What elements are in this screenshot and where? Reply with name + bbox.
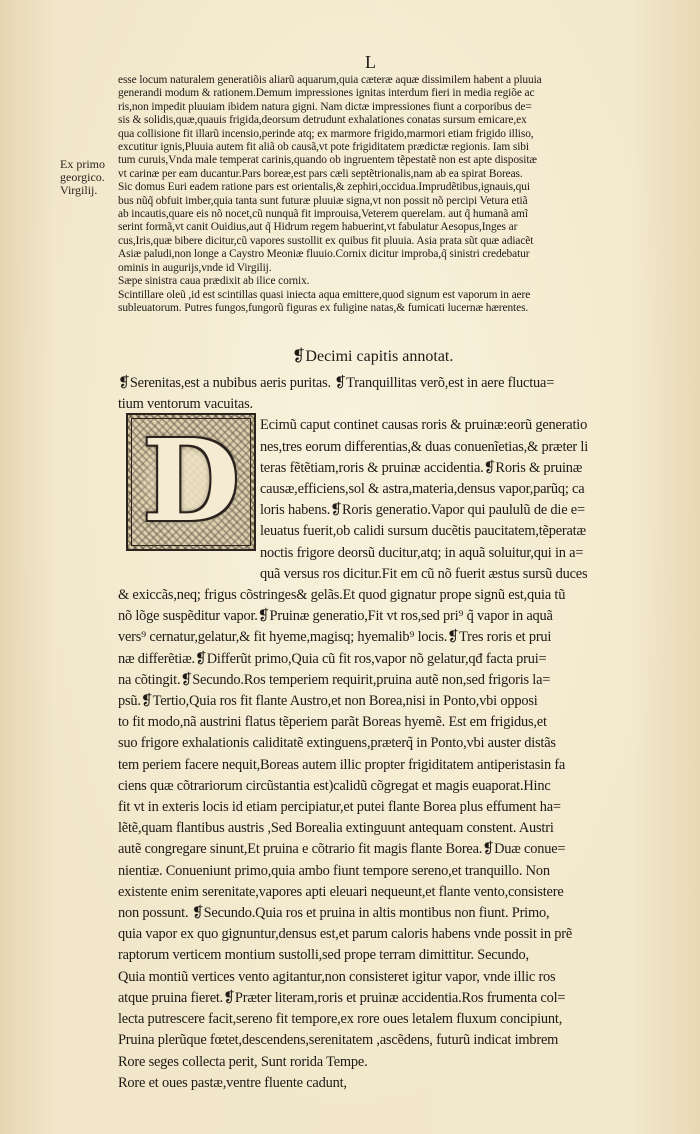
text-line: ciens quæ cõtrariorum circũstantia est)calidũ cõgregat et magis euaporat.Hinc (118, 777, 551, 794)
text-line: Pruina plerũque fœtet,descendens,serenitatem ,ascẽdens, futurũ indicat imbrem (118, 1032, 559, 1049)
text-line: Sic domus Euri eadem ratione pars est orientalis,& zephiri,occidua.Imprudẽtibus,ignauis,qui (118, 181, 530, 194)
text-line: Asiæ paludi,non longe a Caystro Meoniæ fluuio.Cornix dicitur improba,q̃ sinistri credebatur (118, 248, 530, 261)
text-line: Ecimũ caput continet causas roris & pruinæ:eorũ generatio (260, 417, 588, 434)
marginal-note-line: georgico. (60, 170, 105, 184)
text-line: existente enim serenitate,vapores apti eleuari nequeunt,et flante vento,consistere (118, 883, 564, 900)
marginal-note (60, 158, 120, 197)
text-line: quã versus ros dicitur.Fit em cũ nõ fuerit æstus sursũ duces (260, 565, 588, 582)
text-line: serint formã,vt canit Ouidius,aut q̃ Hidrum regem habuerint,vt fabulatur Aesopus,Inges ar (118, 221, 518, 234)
text-line: causæ,efficiens,sol & astra,materia,densus vapor,parũq; ca (260, 481, 585, 498)
lower-text-block (118, 373, 658, 1094)
text-line: Rore seges collecta perit, Sunt rorida Tempe. (118, 1053, 368, 1070)
text-line: suo frigore exhalationis caliditatẽ extinguens,præterq̃ in Ponto,vbi auster distãs (118, 735, 556, 752)
text-line: Rore et oues pastæ,ventre fluente cadunt, (118, 1074, 347, 1091)
text-line: loris habens.❡Roris generatio.Vapor qui paululũ de die e= (260, 502, 585, 519)
text-line: teras fẽtẽtiam,roris & pruinæ accidentia.❡Roris & pruinæ (260, 459, 583, 476)
text-line: atque pruina fieret.❡Præter literam,roris et pruinæ accidentia.Ros frumenta col= (118, 989, 566, 1006)
text-line: esse locum naturalem generatiõis aliarũ aquarum,quia cæteræ aquæ dissimilem habent a pluuia (118, 74, 542, 86)
text-line: ab incautis,quare eis nõ nocet,cũ nunquã fit improuisa,Veterem querelam. aut q̃ humanã amĩ (118, 208, 528, 221)
initial-letter: D (142, 416, 240, 547)
text-line: psũ.❡Tertio,Quia ros fit flante Austro,et non Borea,nisi in Ponto,vbi opposi (118, 693, 538, 710)
text-line: sis & solidis,quæ,quauis frigida,deorsum detrudunt exhalationes conatas sursum emicare,ex (118, 114, 527, 127)
text-line: leuatus fuerit,ob calidi sursum ducẽtis paucitatem,tẽperatæ (260, 523, 586, 540)
text-line: excutitur ignis,Pluuia autem fit aliã ob causã,vt pote frigiditatem prædictæ regionis. Iam sibi (118, 141, 529, 154)
text-line: autẽ congregare sinunt,Et pruina e cõtrario fit magis flante Borea.❡Duæ conue= (118, 841, 566, 858)
folio-number: L (365, 52, 377, 72)
text-line: Sæpe sinistra caua prædixit ab ilice cornix. (118, 275, 310, 288)
text-line: bus nũq̃ obfuit imber,quia tanta sunt futuræ pluuiæ signa,vt non possit nõ percipi Vetura etiã (118, 194, 528, 207)
text-line: lẽtẽ,quam flantibus austris ,Sed Borealia extinguunt antequam constent. Austri (118, 820, 554, 837)
text-line: tem periem facere nequit,Boreas autem illic propter frigiditatem antiperistasin fa (118, 756, 566, 773)
text-line: Quia montiũ vertices vento agitantur,non consisteret igitur vapor, vnde illic ros (118, 968, 556, 985)
text-line: qua collisione fit illarũ incensio,perinde atq; ex marmore frigido,marmori etiam frigido illiso, (118, 127, 534, 140)
text-line: non possunt. ❡Secundo.Quia ros et pruina in altis montibus non fiunt. Primo, (118, 905, 550, 922)
text-line: ❡Serenitas,est a nubibus aeris puritas. ❡Tranquillitas verõ,est in aere fluctua= (118, 375, 555, 391)
text-line: cus,Iris,quæ bibere dicitur,cũ vapores sustollit ex quibus fit pluuia. Asia prata sũt quæ adiacẽt (118, 234, 534, 247)
text-line: quia vapor ex quo gignuntur,densus est,et parum caloris habens vnde possit in prẽ (118, 926, 573, 943)
text-line: tium ventorum vacuitas. (118, 396, 253, 413)
text-line: vt carinæ per eam ducantur.Pars boreæ,est pars cæli septẽtrionalis,nam ab ea spirat Boreas. (118, 167, 523, 180)
text-line: & exiccãs,neq; frigus cõstringes& gelãs.Et quod gignatur prope signũ est,quia tũ (118, 587, 566, 604)
marginal-note-line: Virgilij. (60, 183, 98, 197)
text-line: nientiæ. Conueniunt primo,quia ambo fiunt tempore sereno,et tranquillo. Non (118, 862, 550, 879)
text-line: na cõtingit.❡Secundo.Ros temperiem requirit,pruina autẽ non,sed frigoris la= (118, 671, 551, 688)
marginal-note-line: Ex primo (60, 157, 105, 171)
text-line: fit vt in exteris locis id etiam percipiatur,et putei flante Borea plus effument ha= (118, 799, 561, 816)
text-line: vers⁹ cernatur,gelatur,& fit hyeme,magisq; hyemalib⁹ locis.❡Tres roris et prui (118, 629, 552, 646)
text-line: subleuatorum. Putres fungos,fungorũ figuras ex fuligine natas,& fumicati lucernæ hærentes. (118, 301, 529, 314)
text-line: næ differẽtiæ.❡Differũt primo,Quia cũ fit ros,vapor nõ gelatur,qđ facta prui= (118, 650, 547, 667)
text-line: ominis in augurijs,vnde id Virgilij. (118, 261, 272, 274)
upper-text-block (118, 74, 648, 315)
text-line: nõ lõge suspẽditur vapor.❡Pruinæ generatio,Fit vt ros,sed pri⁹ q̃ vapor in aquã (118, 608, 553, 625)
text-line: Scintillare oleũ ,id est scintillas quasi iniecta aqua emittere,quod signum est vaporum in aere (118, 288, 531, 301)
text-line: tum curuis,Vnda male temperat carinis,quando ob ingruentem tẽpestatẽ non est apte dispositæ (118, 154, 537, 167)
chapter-heading: ❡Decimi capitis annotat. (292, 348, 454, 365)
text-line: noctis frigore deorsũ ducitur,atq; in aquã soluitur,qui in a= (260, 544, 584, 561)
text-line: to fit modo,nã austrini flatus tẽperiem parãt Boreas hyemẽ. Est em frigidus,et (118, 714, 547, 731)
text-line: nes,tres eorum differentias,& duas conuenĩetias,& præter li (260, 438, 589, 455)
text-line: raptorum verticem montium sustolli,sed prope terram dimittitur. Secundo, (118, 947, 529, 964)
text-line: lecta putrescere facit,sereno fit tempore,ex rore oues letalem fluxum concipiunt, (118, 1011, 563, 1028)
text-line: generandi modum & rationem.Demum impressiones ignitas interdum fieri in media regiõe ac (118, 87, 535, 100)
text-line: ris,non impedit pluuiam ibidem natura gigni. Nam dictæ impressiones fiunt a corporibus de= (118, 100, 532, 113)
